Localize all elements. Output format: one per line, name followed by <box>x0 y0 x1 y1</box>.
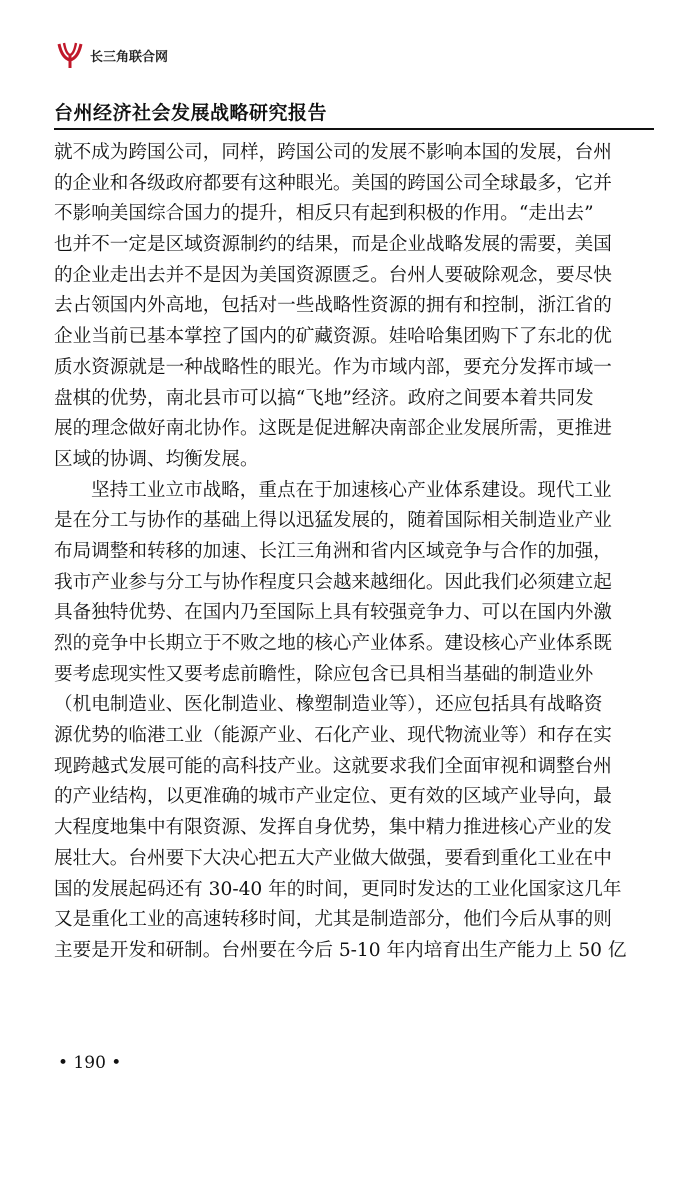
paragraph-start-line: 坚持工业立市战略，重点在于加速核心产业体系建设。现代工业 <box>91 479 612 501</box>
book-title: 台州经济社会发展战略研究报告 <box>54 102 328 124</box>
text-line: 展壮大。台州要下大决心把五大产业做大做强，要看到重化工业在中 <box>54 847 612 869</box>
text-line: 烈的竞争中长期立于不败之地的核心产业体系。建设核心产业体系既 <box>54 633 612 654</box>
text-line: 现跨越式发展可能的高科技产业。这就要求我们全面审视和调整台州 <box>54 755 612 777</box>
text-line: 具备独特优势、在国内乃至国际上具有较强竞争力、可以在国内外激 <box>54 602 612 624</box>
text-line: 就不成为跨国公司，同样，跨国公司的发展不影响本国的发展，台州 <box>54 142 612 163</box>
text-line: 我市产业参与分工与协作程度只会越来越细化。因此我们必须建立起 <box>54 571 612 593</box>
text-line: 的企业和各级政府都要有这种眼光。美国的跨国公司全球最多，它并 <box>54 172 612 194</box>
text-line: 又是重化工业的高速转移时间，尤其是制造部分，他们今后从事的则 <box>54 909 612 931</box>
site-logo-text: 长三角联合网 <box>90 49 169 65</box>
page-number: • 190 • <box>58 1053 122 1073</box>
text-line: 大程度地集中有限资源、发挥自身优势，集中精力推进核心产业的发 <box>54 817 612 839</box>
text-line: （机电制造业、医化制造业、橡塑制造业等），还应包括具有战略资 <box>54 694 603 716</box>
site-header <box>56 40 168 70</box>
text-line: 要考虑现实性又要考虑前瞻性，除应包含已具相当基础的制造业外 <box>54 663 594 685</box>
text-line: 不影响美国综合国力的提升，相反只有起到积极的作用。“走出去” <box>54 203 594 225</box>
text-line: 区域的协调、均衡发展。 <box>54 448 259 470</box>
text-line: 质水资源就是一种战略性的眼光。作为市域内部，要充分发挥市域一 <box>54 356 612 378</box>
body-text <box>54 138 660 967</box>
text-line: 国的发展起码还有 30-40 年的时间，更同时发达的工业化国家这几年 <box>54 878 622 900</box>
text-line: 的产业结构，以更准确的城市产业定位、更有效的区域产业导向，最 <box>54 786 612 808</box>
text-line: 展的理念做好南北协作。这既是促进解决南部企业发展所需，更推进 <box>54 418 612 440</box>
header-rule <box>54 128 654 130</box>
text-line: 企业当前已基本掌控了国内的矿藏资源。娃哈哈集团购下了东北的优 <box>54 326 612 348</box>
text-line: 主要是开发和研制。台州要在今后 5-10 年内培育出生产能力上 50 亿 <box>54 939 627 961</box>
text-line: 去占领国内外高地，包括对一些战略性资源的拥有和控制，浙江省的 <box>54 295 612 317</box>
text-line: 是在分工与协作的基础上得以迅猛发展的，随着国际相关制造业产业 <box>54 510 612 532</box>
text-line: 源优势的临港工业（能源产业、石化产业、现代物流业等）和存在实 <box>54 725 612 747</box>
tri-wave-logo-icon <box>56 40 84 70</box>
text-line: 也并不一定是区域资源制约的结果，而是企业战略发展的需要，美国 <box>54 234 612 256</box>
text-line: 布局调整和转移的加速、长江三角洲和省内区域竞争与合作的加强， <box>54 540 612 562</box>
text-line: 的企业走出去并不是因为美国资源匮乏。台州人要破除观念，要尽快 <box>54 264 612 286</box>
text-line: 盘棋的优势，南北县市可以搞“飞地”经济。政府之间要本着共同发 <box>54 387 594 409</box>
